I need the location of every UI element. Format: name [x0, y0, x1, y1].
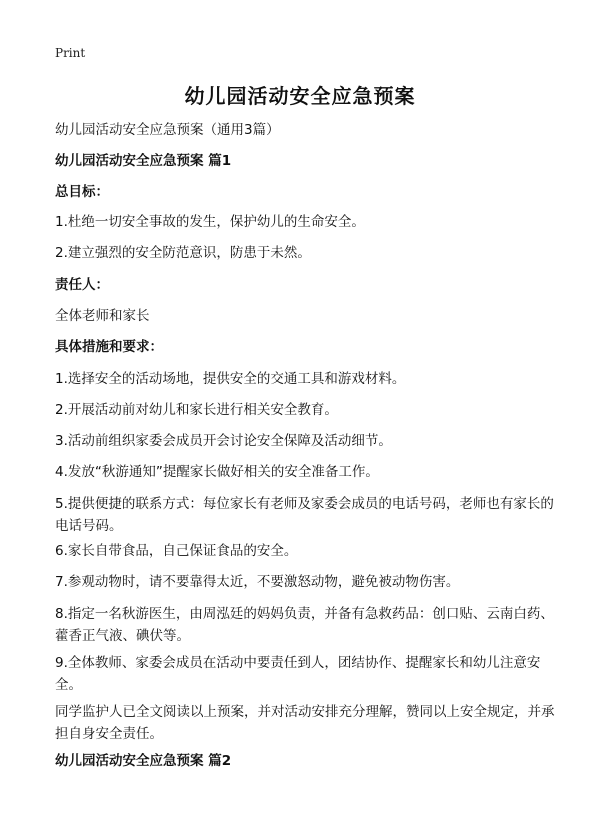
print-label: Print	[55, 46, 86, 60]
measure-item: 4.发放“秋游通知”提醒家长做好相关的安全准备工作。	[55, 464, 379, 480]
goal-item: 2.建立强烈的安全防范意识，防患于未然。	[55, 245, 311, 261]
measure-item: 2.开展活动前对幼儿和家长进行相关安全教育。	[55, 402, 338, 418]
measure-item: 1.选择安全的活动场地，提供安全的交通工具和游戏材料。	[55, 371, 406, 387]
responsibility-heading: 责任人：	[55, 277, 109, 293]
measure-item: 7.参观动物时，请不要靠得太近，不要激怒动物，避免被动物伤害。	[55, 574, 460, 590]
measure-item: 5.提供便捷的联系方式：每位家长有老师及家委会成员的电话号码，老师也有家长的电话号码。	[55, 496, 554, 534]
responsibility-text: 全体老师和家长	[55, 308, 150, 324]
document-title: 幼儿园活动安全应急预案	[184, 84, 416, 108]
document-subtitle: 幼儿园活动安全应急预案（通用3篇）	[55, 122, 280, 138]
measure-item: 8.指定一名秋游医生，由周泓廷的妈妈负责，并备有急救药品：创口贴、云南白药、藿香正气液、碘伏等。	[55, 606, 554, 644]
measures-heading: 具体措施和要求：	[55, 339, 163, 355]
goal-item: 1.杜绝一切安全事故的发生，保护幼儿的生命安全。	[55, 214, 365, 230]
section2-heading: 幼儿园活动安全应急预案 篇2	[55, 753, 232, 769]
closing-paragraph: 同学监护人已全文阅读以上预案，并对活动安排充分理解，赞同以上安全规定，并承担自身安全责任。	[55, 704, 555, 742]
goal-heading: 总目标：	[55, 184, 109, 200]
measure-item: 9.全体教师、家委会成员在活动中要责任到人，团结协作、提醒家长和幼儿注意安全。	[55, 655, 541, 693]
measure-item: 3.活动前组织家委会成员开会讨论安全保障及活动细节。	[55, 433, 392, 449]
section1-heading: 幼儿园活动安全应急预案 篇1	[55, 153, 232, 169]
measure-item: 6.家长自带食品，自己保证食品的安全。	[55, 543, 298, 559]
